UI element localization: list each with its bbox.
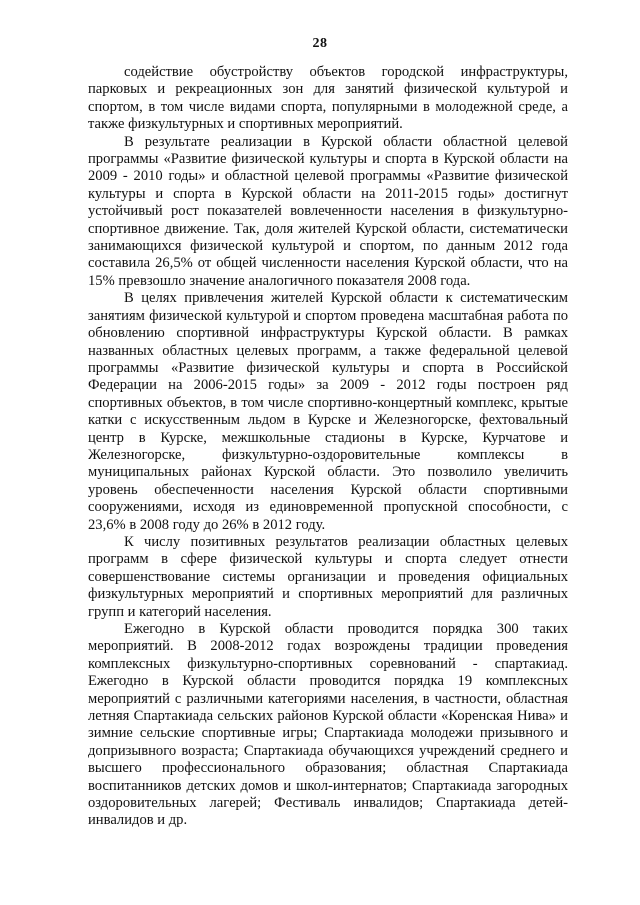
page-number: 28: [312, 36, 328, 51]
paragraph-3: В целях привлечения жителей Курской области к систематическим занятиям физической культурой и спортом проведена масштабная работа по обновлению спортивной инфраструктуры Курской области. В рамках названных областных целевых программ, а также федеральной целевой программы «Развитие физической культуры и спорта в Российской Федерации на 2006-2015 годы» за 2009 - 2012 годы построен ряд спортивных объектов, в том числе спортивно-концертный комплекс, крытые катки с искусственным льдом в Курске и Железногорске, фехтовальный центр в Курске, межшкольные стадионы в Курске, Курчатове и Железногорске, физкультурно-оздоровительные комплексы в муниципальных районах Курской области. Это позволило увеличить уровень обеспеченности населения Курской области спортивными сооружениями, исходя из единовременной пропускной способности, с 23,6% в 2008 году до 26% в 2012 году.: [88, 290, 568, 533]
paragraph-2: В результате реализации в Курской области областной целевой программы «Развитие физической культуры и спорта в Курской области на 2009 - 2010 годы» и областной целевой программы «Развитие физической культуры и спорта в Курской области на 2011-2015 годы» достигнут устойчивый рост показателей вовлеченности населения в физкультурно-спортивное движение. Так, доля жителей Курской области, систематически занимающихся физической культурой и спортом, по данным 2012 года составила 26,5% от общей численности населения Курской области, что на 15% превзошло значение аналогичного показателя 2008 года.: [88, 133, 568, 289]
paragraph-1: содействие обустройству объектов городской инфраструктуры, парковых и рекреационных зон для занятий физической культурой и спортом, в том числе видами спорта, популярными в молодежной среде, а также физкультурных и спортивных мероприятий.: [88, 64, 568, 133]
paragraph-5: Ежегодно в Курской области проводится порядка 300 таких мероприятий. В 2008-2012 годах возрождены традиции проведения комплексных физкультурно-спортивных соревнований - спартакиад. Ежегодно в Курской области проводится порядка 19 комплексных мероприятий с различными категориями населения, в частности, областная летняя Спартакиада сельских районов Курской области «Коренская Нива» и зимние сельские спортивные игры; Спартакиада молодежи призывного и допризывного возраста; Спартакиада обучающихся учреждений среднего и высшего профессионального образования; областная Спартакиада воспитанников детских домов и школ-интернатов; Спартакиада загородных оздоровительных лагерей; Фестиваль инвалидов; Спартакиада детей-инвалидов и др.: [88, 621, 568, 829]
document-body: [88, 64, 568, 830]
paragraph-4: К числу позитивных результатов реализации областных целевых программ в сфере физической культуры и спорта следует отнести совершенствование системы организации и проведения официальных физкультурных мероприятий и спортивных мероприятий для различных групп и категорий населения.: [88, 533, 568, 620]
